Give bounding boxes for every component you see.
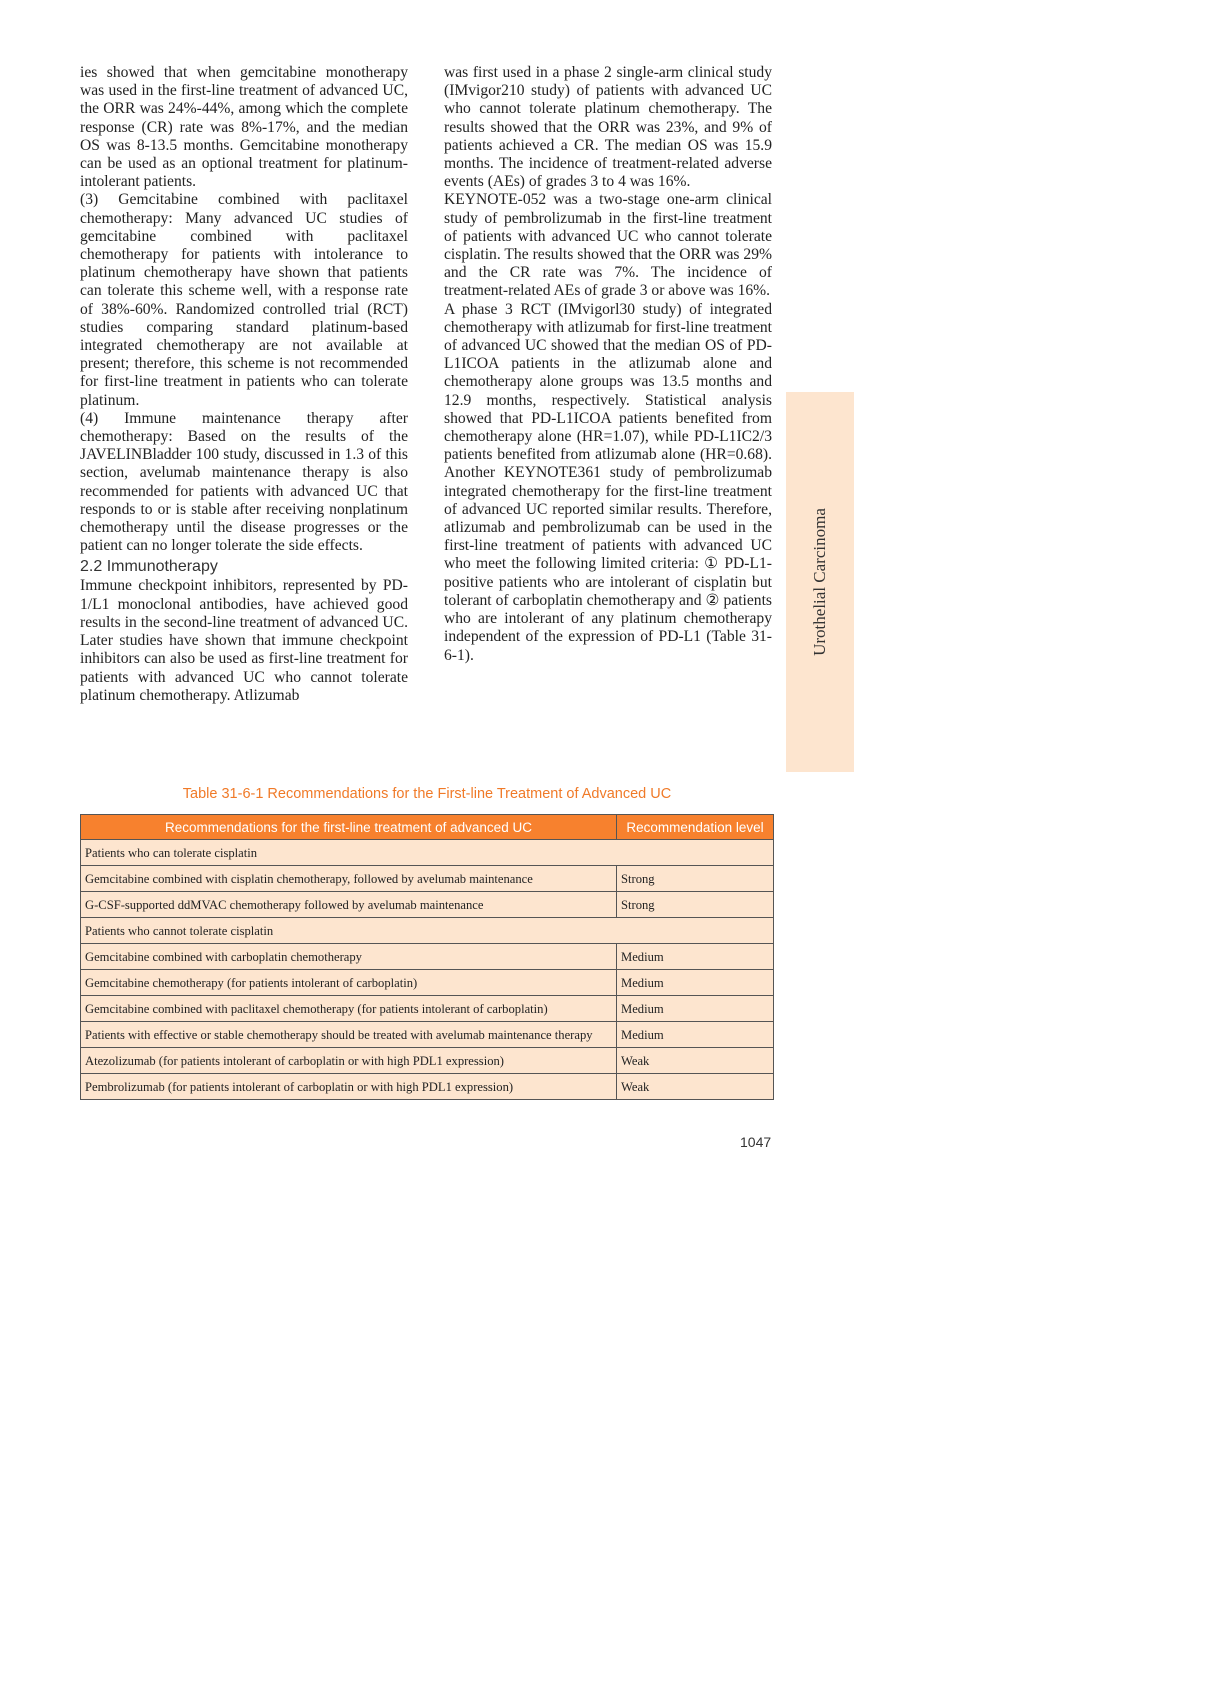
table-cell-level: Weak (617, 1074, 774, 1100)
table-cell-recommendation: Gemcitabine chemotherapy (for patients intolerant of carboplatin) (81, 970, 617, 996)
table-group-cell: Patients who cannot tolerate cisplatin (81, 918, 774, 944)
table-row (81, 1022, 774, 1048)
paragraph: A phase 3 RCT (IMvigorl30 study) of integrated chemotherapy with atlizumab for first-line treatment of advanced UC showed that the median OS of PD-L1ICOA patients in the atlizumab alone and chemotherapy alone groups was 13.5 months and 12.9 months, respectively. Statistical analysis showed that PD-L1ICOA patients benefited from chemotherapy alone (HR=1.07), while PD-L1IC2/3 patients benefited from atlizumab alone (HR=0.68). Another KEYNOTE361 study of pembrolizumab integrated chemotherapy for the first-line treatment of advanced UC reported similar results. Therefore, atlizumab and pembrolizumab can be used in the first-line treatment of patients with advanced UC who meet the following limited criteria: ① PD-L1-positive patients who are intolerant of cisplatin but tolerant of carboplatin chemotherapy and ② patients who are intolerant of any platinum chemotherapy independent of the expression of PD-L1 (Table 31-6-1). (444, 300, 772, 664)
table-cell-level: Strong (617, 866, 774, 892)
table-row (81, 1048, 774, 1074)
table-row (81, 944, 774, 970)
section-heading: 2.2 Immunotherapy (80, 558, 218, 576)
table-cell-level: Medium (617, 996, 774, 1022)
paragraph: (4) Immune maintenance therapy after chemotherapy: Based on the results of the JAVELINBladder 100 study, discussed in 1.3 of this section, avelumab maintenance therapy is also recommended for patients with advanced UC that responds to or is stable after receiving nonplatinum chemotherapy until the disease progresses or the patient can no longer tolerate the side effects. (80, 409, 408, 555)
page-number: 1047 (740, 1134, 772, 1150)
table-cell-recommendation: Gemcitabine combined with carboplatin chemotherapy (81, 944, 617, 970)
chapter-side-tab-label: Urothelial Carcinoma (810, 508, 829, 656)
table-cell-level: Medium (617, 1022, 774, 1048)
table-row (81, 1074, 774, 1100)
table-group-row (81, 840, 774, 866)
recommendation-table (80, 814, 774, 1100)
table-row (81, 892, 774, 918)
chapter-side-tab (786, 392, 854, 772)
table-cell-level: Medium (617, 944, 774, 970)
table-cell-recommendation: Gemcitabine combined with cisplatin chemotherapy, followed by avelumab maintenance (81, 866, 617, 892)
table-header-cell: Recommendations for the first-line treatment of advanced UC (81, 815, 617, 840)
table-cell-level: Medium (617, 970, 774, 996)
table-row (81, 970, 774, 996)
table-cell-recommendation: Pembrolizumab (for patients intolerant of carboplatin or with high PDL1 expression) (81, 1074, 617, 1100)
table-group-row (81, 918, 774, 944)
paragraph: (3) Gemcitabine combined with paclitaxel chemotherapy: Many advanced UC studies of gemcitabine combined with paclitaxel chemotherapy for patients with intolerance to platinum chemotherapy have shown that patients can tolerate this scheme well, with a response rate of 38%-60%. Randomized controlled trial (RCT) studies comparing standard platinum-based integrated chemotherapy are not available at present; therefore, this scheme is not recommended for first-line treatment in patients who can tolerate platinum. (80, 191, 408, 409)
paragraph: KEYNOTE-052 was a two-stage one-arm clinical study of pembrolizumab in the first-line treatment of patients with advanced UC who cannot tolerate cisplatin. The results showed that the ORR was 29% and the CR rate was 7%. The incidence of treatment-related AEs of grade 3 or above was 16%. (444, 191, 772, 300)
paragraph: ies showed that when gemcitabine monotherapy was used in the first-line treatment of advanced UC, the ORR was 24%-44%, among which the complete response (CR) rate was 8%-17%, and the median OS was 8-13.5 months. Gemcitabine monotherapy can be used as an optional treatment for platinum-intolerant patients. (80, 64, 408, 191)
paragraph: was first used in a phase 2 single-arm clinical study (IMvigor210 study) of patients with advanced UC who cannot tolerate platinum chemotherapy. The results showed that the ORR was 23%, and 9% of patients achieved a CR. The median OS was 15.9 months. The incidence of treatment-related adverse events (AEs) of grades 3 to 4 was 16%. (444, 64, 772, 191)
table-cell-recommendation: G-CSF-supported ddMVAC chemotherapy followed by avelumab maintenance (81, 892, 617, 918)
left-text-column (80, 64, 408, 705)
table-group-cell: Patients who can tolerate cisplatin (81, 840, 774, 866)
paragraph: Immune checkpoint inhibitors, represented by PD-1/L1 monoclonal antibodies, have achieved good results in the second-line treatment of advanced UC. Later studies have shown that immune checkpoint inhibitors can also be used as first-line treatment for patients with advanced UC who cannot tolerate platinum chemotherapy. Atlizumab (80, 577, 408, 704)
table-cell-level: Weak (617, 1048, 774, 1074)
table-cell-level: Strong (617, 892, 774, 918)
table-row (81, 996, 774, 1022)
table-caption: Table 31-6-1 Recommendations for the First-line Treatment of Advanced UC (182, 786, 672, 802)
table-header-row (81, 815, 774, 840)
table-cell-recommendation: Gemcitabine combined with paclitaxel chemotherapy (for patients intolerant of carboplatin) (81, 996, 617, 1022)
table-header-cell: Recommendation level (617, 815, 774, 840)
right-text-column (444, 64, 772, 665)
table-cell-recommendation: Atezolizumab (for patients intolerant of carboplatin or with high PDL1 expression) (81, 1048, 617, 1074)
table-cell-recommendation: Patients with effective or stable chemotherapy should be treated with avelumab maintenance therapy (81, 1022, 617, 1048)
table-row (81, 866, 774, 892)
